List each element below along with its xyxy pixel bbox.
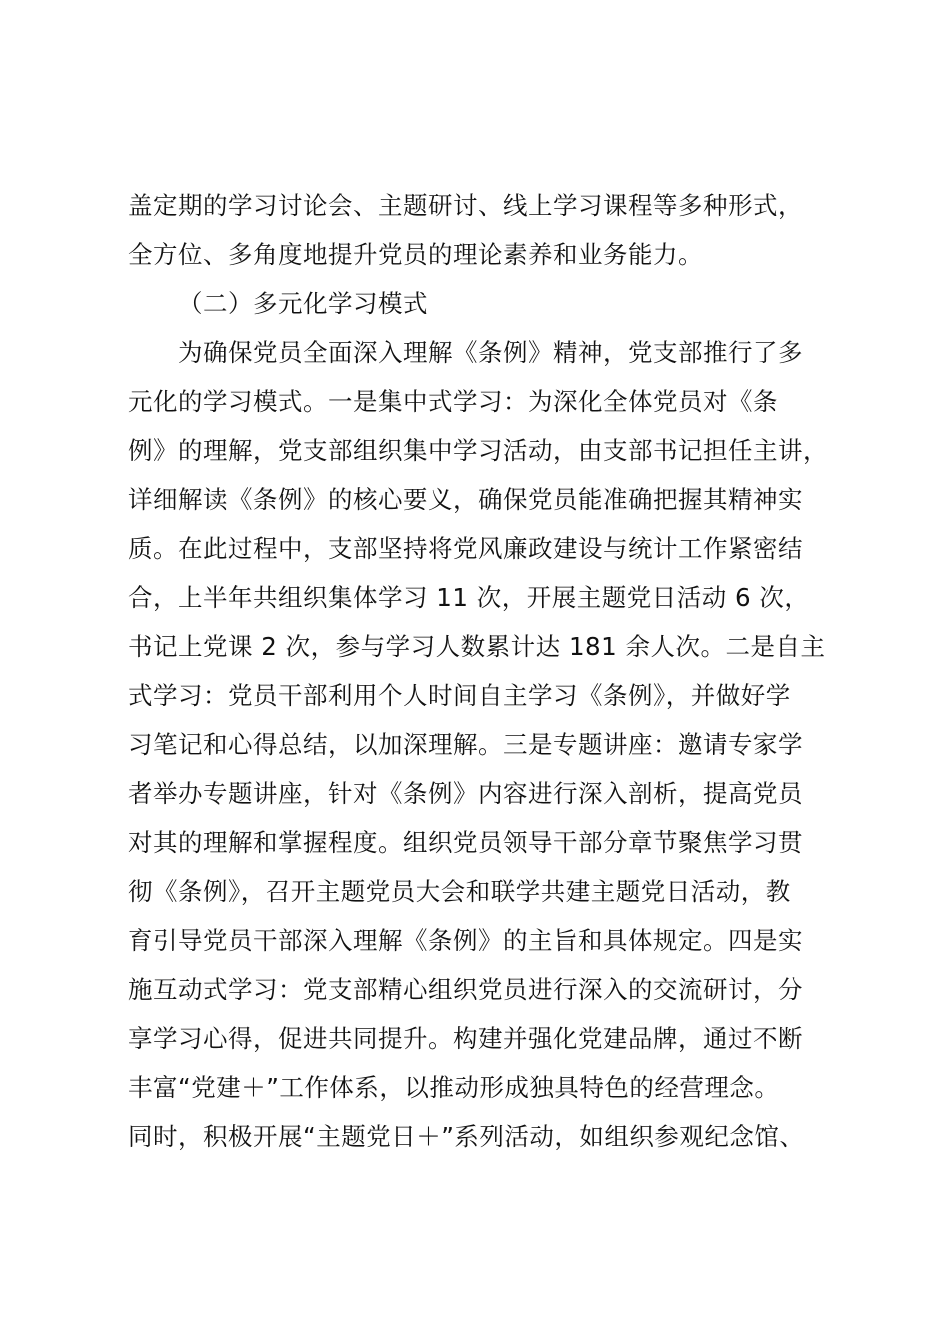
paragraph-line: 育引导党员干部深入理解《条例》的主旨和具体规定。四是实 xyxy=(128,926,803,955)
paragraph-line: 习笔记和心得总结，以加深理解。三是专题讲座：邀请专家学 xyxy=(128,730,803,759)
paragraph-line: 彻《条例》，召开主题党员大会和联学共建主题党日活动，教 xyxy=(128,877,791,906)
paragraph-line: 元化的学习模式。一是集中式学习：为深化全体党员对《条 xyxy=(128,387,778,416)
paragraph-line: 同时，积极开展“主题党日＋”系列活动，如组织参观纪念馆、 xyxy=(128,1122,805,1151)
paragraph-line: 享学习心得，促进共同提升。构建并强化党建品牌，通过不断 xyxy=(128,1024,803,1053)
continuation-line-1: 盖定期的学习讨论会、主题研讨、线上学习课程等多种形式， xyxy=(128,191,803,220)
paragraph-line: 详细解读《条例》的核心要义，确保党员能准确把握其精神实 xyxy=(128,485,803,514)
paragraph-line: 式学习：党员干部利用个人时间自主学习《条例》，并做好学 xyxy=(128,681,791,710)
paragraph-line: 书记上党课 2 次，参与学习人数累计达 181 余人次。二是自主 xyxy=(128,632,826,661)
section-heading: （二）多元化学习模式 xyxy=(178,289,428,318)
paragraph-line: 对其的理解和掌握程度。组织党员领导干部分章节聚焦学习贯 xyxy=(128,828,803,857)
continuation-line-2: 全方位、多角度地提升党员的理论素养和业务能力。 xyxy=(128,240,703,269)
paragraph-line: 为确保党员全面深入理解《条例》精神，党支部推行了多 xyxy=(178,338,803,367)
paragraph-line: 施互动式学习：党支部精心组织党员进行深入的交流研讨，分 xyxy=(128,975,803,1004)
paragraph-line: 丰富“党建＋”工作体系，以推动形成独具特色的经营理念。 xyxy=(128,1073,780,1102)
paragraph-line: 例》的理解，党支部组织集中学习活动，由支部书记担任主讲， xyxy=(128,436,828,465)
paragraph-line: 者举办专题讲座，针对《条例》内容进行深入剖析，提高党员 xyxy=(128,779,803,808)
paragraph-line: 质。在此过程中，支部坚持将党风廉政建设与统计工作紧密结 xyxy=(128,534,803,563)
paragraph-line: 合，上半年共组织集体学习 11 次，开展主题党日活动 6 次， xyxy=(128,583,810,612)
